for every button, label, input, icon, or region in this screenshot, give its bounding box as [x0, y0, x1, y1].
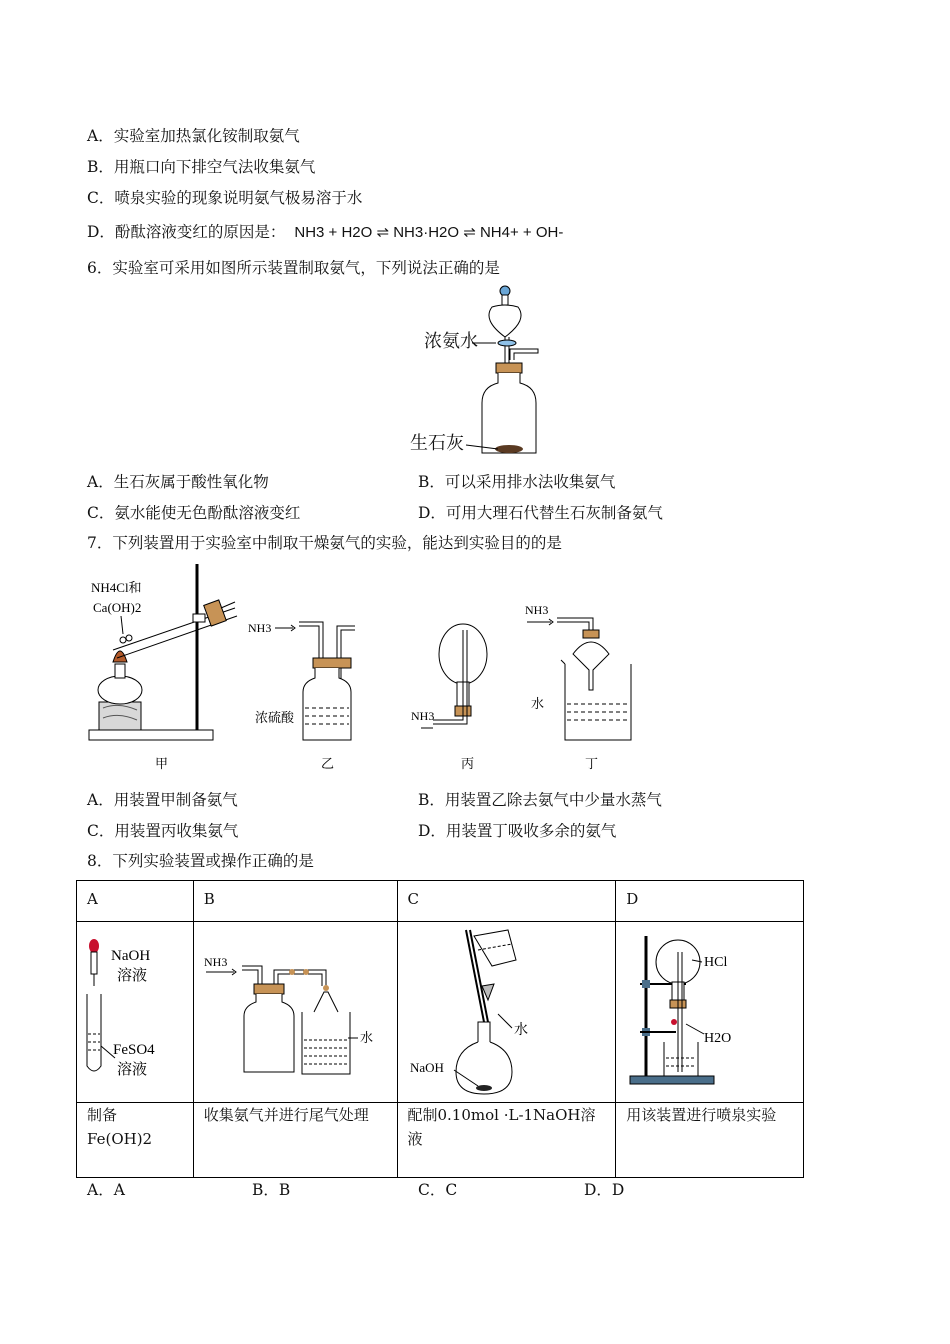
q8-caption-row [77, 1103, 804, 1178]
q7-apparatus-figure [85, 560, 645, 775]
q7-option-c: C．用装置丙收集氨气 [87, 822, 239, 840]
q8-answer-c: C．C [418, 1181, 458, 1199]
q8-header-b: B [203, 890, 215, 908]
q8-d-hcl-label: HCl [704, 955, 728, 970]
q6-option-a: A．生石灰属于酸性氧化物 [87, 473, 269, 491]
q5-option-d-prefix: D．酚酞溶液变红的原因是： [87, 223, 286, 241]
q6-option-c: C．氨水能使无色酚酞溶液变红 [87, 504, 301, 522]
q7-label-reagent-1: NH4Cl和 [91, 580, 142, 595]
q7-option-b: B．用装置乙除去氨气中少量水蒸气 [418, 791, 662, 809]
q8-caption-a-line2: Fe(OH)2 [87, 1130, 153, 1148]
q5-option-d [87, 222, 563, 243]
q6-label-ammonia: 浓氨水 [424, 331, 478, 351]
q8-a-naoh-label: NaOH [111, 948, 151, 964]
q7-label-nh3-ding: NH3 [525, 603, 549, 617]
q8-table [76, 880, 804, 1178]
q8-d-h2o-label: H2O [704, 1031, 732, 1046]
q8-caption-a-line1: 制备 [87, 1106, 118, 1124]
q7-label-nh3-yi: NH3 [248, 621, 272, 635]
q8-header-a: A [87, 890, 98, 908]
q8-answer-d: D．D [584, 1181, 625, 1199]
q8-header-row [77, 881, 804, 922]
q7-label-water: 水 [531, 696, 545, 711]
q6-option-d: D．可用大理石代替生石灰制备氨气 [418, 504, 663, 522]
q8-stem: 8．下列实验装置或操作正确的是 [87, 852, 314, 870]
q5-option-a: A．实验室加热氯化铵制取氨气 [87, 127, 300, 145]
q8-figure-c [398, 922, 615, 1098]
q7-caption-ding: 丁 [585, 756, 599, 771]
q7-stem: 7．下列装置用于实验室中制取干燥氨气的实验，能达到实验目的的是 [87, 534, 562, 552]
q7-caption-bing: 丙 [461, 756, 475, 771]
q6-stem: 6．实验室可采用如图所示装置制取氨气，下列说法正确的是 [87, 259, 500, 277]
q5-option-d-equation: NH3 + H2O ⇌ NH3·H2O ⇌ NH4+ + OH- [294, 224, 564, 241]
q8-a-sol2-label: 溶液 [117, 1062, 148, 1078]
q7-caption-yi: 乙 [321, 756, 335, 771]
q8-c-naoh-label: NaOH [409, 1060, 444, 1075]
q8-a-feso4-label: FeSO4 [113, 1042, 155, 1058]
q8-c-water-label: 水 [513, 1023, 528, 1038]
q7-label-nh3-bing: NH3 [411, 709, 435, 723]
q5-option-b: B．用瓶口向下排空气法收集氨气 [87, 158, 316, 176]
q8-figure-d [616, 922, 802, 1098]
q8-answer-a: A．A [87, 1181, 125, 1199]
q8-a-sol1-label: 溶液 [117, 968, 148, 984]
q8-caption-d: 用该装置进行喷泉实验 [626, 1106, 777, 1124]
q8-answer-b: B．B [252, 1181, 291, 1199]
q8-b-water-label: 水 [359, 1030, 373, 1045]
q5-option-c: C．喷泉实验的现象说明氨气极易溶于水 [87, 189, 363, 207]
q7-option-d: D．用装置丁吸收多余的氨气 [418, 822, 617, 840]
q8-caption-b: 收集氨气并进行尾气处理 [203, 1106, 369, 1124]
q8-figure-b [194, 922, 396, 1098]
q7-caption-jia: 甲 [155, 756, 169, 771]
q7-label-acid: 浓硫酸 [255, 710, 295, 725]
q6-apparatus-figure [410, 285, 560, 460]
q8-figure-row [77, 922, 804, 1103]
q7-label-reagent-2: Ca(OH)2 [93, 600, 142, 615]
q8-b-nh3-label: NH3 [203, 955, 228, 969]
q8-header-d: D [626, 890, 639, 908]
q6-option-b: B．可以采用排水法收集氨气 [418, 473, 616, 491]
q6-label-lime: 生石灰 [410, 433, 464, 453]
q8-figure-a [77, 922, 192, 1098]
q8-caption-c: 配制0.10mol ·L-1NaOH溶液 [407, 1106, 596, 1148]
q8-header-c: C [407, 890, 419, 908]
q7-option-a: A．用装置甲制备氨气 [87, 791, 238, 809]
